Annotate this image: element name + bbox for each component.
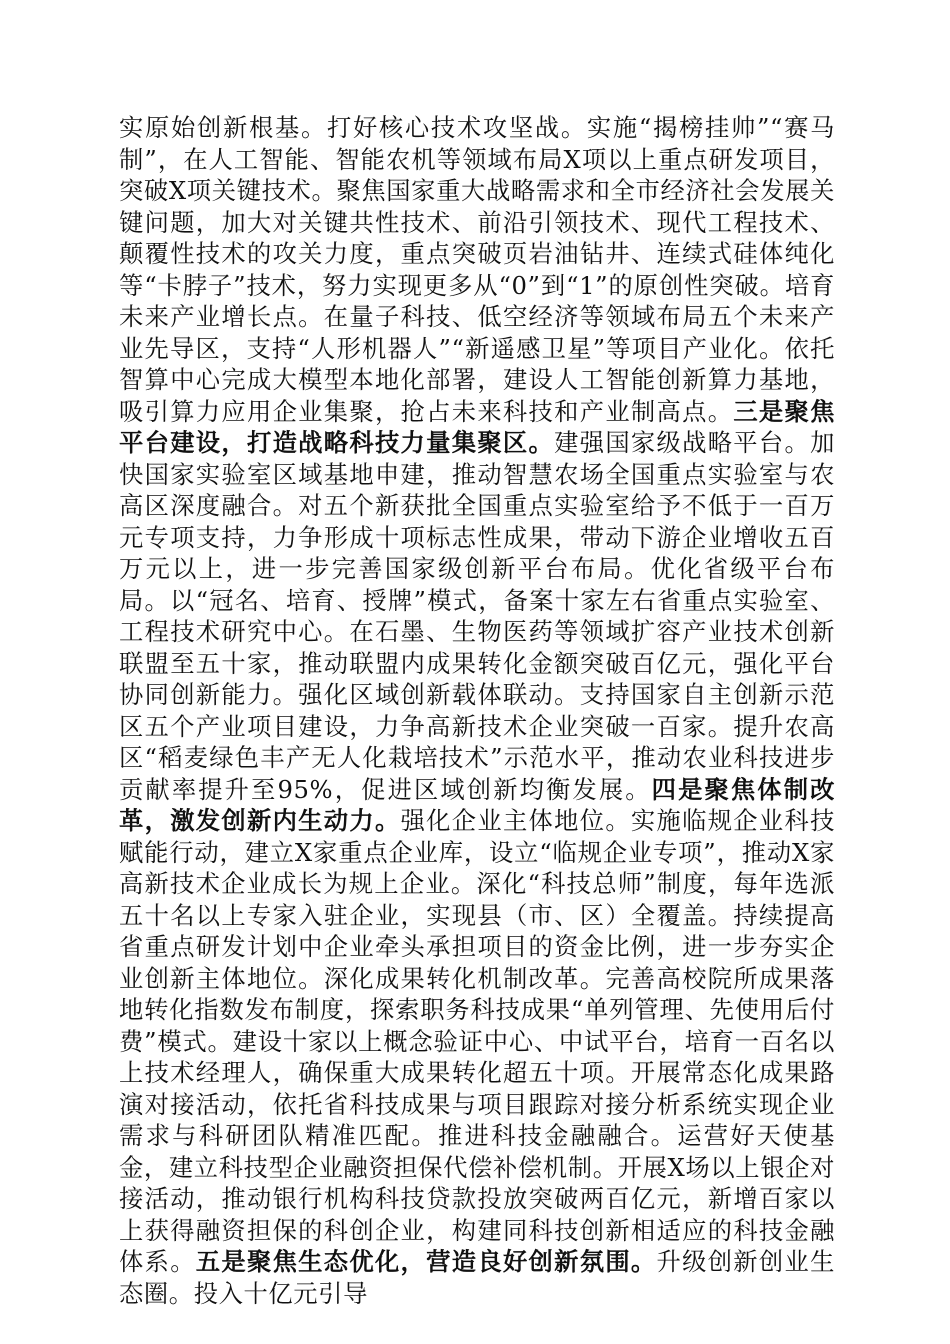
paragraph-text-4: 升级创新创业生态圈。投入十亿元引导 bbox=[119, 1247, 835, 1308]
section-heading-4: 四是聚焦体制改革，激发创新内生动力。 bbox=[119, 774, 835, 835]
paragraph-text-1: 实原始创新根基。打好核心技术攻坚战。实施“揭榜挂帅”“赛马制”，在人工智能、智能农机等领域布局X项以上重点研发项目，突破X项关键技术。聚焦国家重大战略需求和全市经济社会发展关键问题，加大对关键共性技术、前沿引领技术、现代工程技术、颠覆性技术的攻关力度，重点突破页岩油钻井、连续式硅体纯化等“卡脖子”技术，努力实现更多从“0”到“1”的原创性突破。培育未来产业增长点。在量子科技、低空经济等领域布局五个未来产业先导区，支持“人形机器人”“新遥感卫星”等项目产业化。依托智算中心完成大模型本地化部署，建设人工智能创新算力基地，吸引算力应用企业集聚，抢占未来科技和产业制高点。 bbox=[119, 113, 835, 426]
body-paragraph bbox=[119, 112, 835, 1309]
paragraph-text-2: 建强国家级战略平台。加快国家实验室区域基地申建，推动智慧农场全国重点实验室与农高区深度融合。对五个新获批全国重点实验室给予不低于一百万元专项支持，力争形成十项标志性成果，带动下游企业增收五百万元以上，进一步完善国家级创新平台布局。优化省级平台布局。以“冠名、培育、授牌”模式，备案十家左右省重点实验室、工程技术研究中心。在石墨、生物医药等领域扩容产业技术创新联盟至五十家，推动联盟内成果转化金额突破百亿元，强化平台协同创新能力。强化区域创新载体联动。支持国家自主创新示范区五个产业项目建设，力争高新技术企业突破一百家。提升农高区“稻麦绿色丰产无人化栽培技术”示范水平，推动农业科技进步贡献率提升至95%，促进区域创新均衡发展。 bbox=[119, 428, 835, 804]
section-heading-3: 三是聚焦平台建设，打造战略科技力量集聚区。 bbox=[119, 396, 835, 457]
section-heading-5: 五是聚焦生态优化，营造良好创新氛围。 bbox=[195, 1247, 657, 1276]
paragraph-text-3: 强化企业主体地位。实施临规企业科技赋能行动，建立X家重点企业库，设立“临规企业专项”，推动X家高新技术企业成长为规上企业。深化“科技总师”制度，每年选派五十名以上专家入驻企业，实现县（市、区）全覆盖。持续提高省重点研发计划中企业牵头承担项目的资金比例，进一步夯实企业创新主体地位。深化成果转化机制改革。完善高校院所成果落地转化指数发布制度，探索职务科技成果“单列管理、先使用后付费”模式。建设十家以上概念验证中心、中试平台，培育一百名以上技术经理人，确保重大成果转化超五十项。开展常态化成果路演对接活动，依托省科技成果与项目跟踪对接分析系统实现企业需求与科研团队精准匹配。推进科技金融融合。运营好天使基金，建立科技型企业融资担保代偿补偿机制。开展X场以上银企对接活动，推动银行机构科技贷款投放突破两百亿元，新增百家以上获得融资担保的科创企业，构建同科技创新相适应的科技金融体系。 bbox=[119, 806, 835, 1276]
